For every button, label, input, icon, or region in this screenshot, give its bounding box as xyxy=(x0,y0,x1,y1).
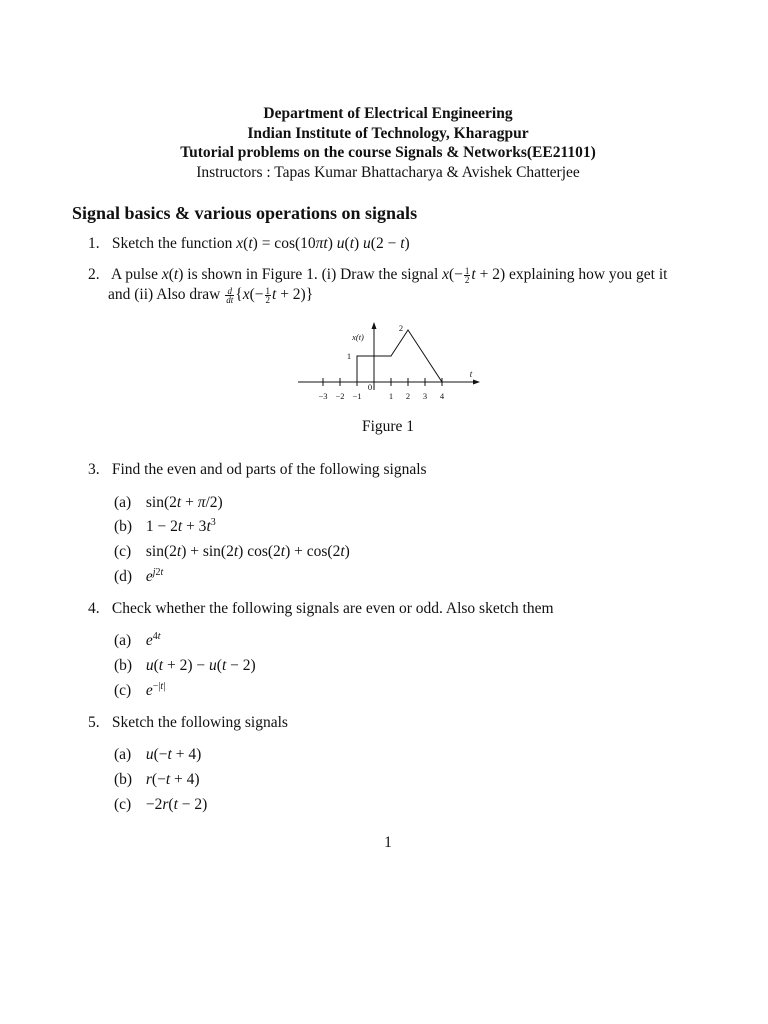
problem-number: 3. xyxy=(88,461,100,478)
item-label: (a) xyxy=(114,746,132,763)
item-label: (b) xyxy=(114,771,133,788)
figure-1-pulse-plot xyxy=(290,318,490,414)
tick-label: 3 xyxy=(422,391,428,401)
tick-label: 4 xyxy=(439,391,445,401)
problem-4 xyxy=(88,599,718,618)
item-label: (a) xyxy=(114,494,132,511)
problem-5-item-a xyxy=(114,745,201,764)
item-label: (c) xyxy=(114,796,132,813)
item-formula: $e^{j2t}$ xyxy=(145,566,164,585)
t-axis-arrowhead xyxy=(473,380,480,385)
tick-label: 1 xyxy=(388,391,394,401)
problem-text: A pulse xyxy=(111,266,158,283)
problem-number: 4. xyxy=(88,600,100,617)
problem-4-item-b xyxy=(114,656,256,675)
document-header xyxy=(0,104,768,182)
problem-5-item-c xyxy=(114,795,207,814)
problem-3-item-c xyxy=(114,542,350,561)
problem-3-item-a xyxy=(114,493,223,512)
problem-text: Sketch the function xyxy=(111,235,233,252)
item-label: (c) xyxy=(114,682,132,699)
problem-3-item-b xyxy=(114,517,216,536)
problem-text: is shown in Figure 1. (i) Draw the signal xyxy=(187,266,439,283)
problem-number: 1. xyxy=(88,235,100,252)
t-axis-label: t xyxy=(469,369,473,379)
pulse-signal-line xyxy=(357,330,442,382)
department-name: Department of Electrical Engineering xyxy=(263,105,513,122)
institute-name: Indian Institute of Technology, Kharagpur xyxy=(247,124,529,142)
problem-4-item-c xyxy=(114,681,165,700)
problem-5 xyxy=(88,713,718,732)
item-formula: sin(2t) + sin(2t) cos(2t) + cos(2t) xyxy=(145,543,350,560)
problem-number: 2. xyxy=(88,266,100,283)
problem-text: explaining how you get it xyxy=(509,266,668,283)
item-label: (d) xyxy=(114,568,133,585)
item-label: (b) xyxy=(114,657,133,674)
y-axis-label: x(t) xyxy=(352,332,364,342)
item-label: (b) xyxy=(114,518,133,535)
problem-3-item-d xyxy=(114,567,163,586)
problem-2-continuation xyxy=(108,285,313,304)
problem-number: 5. xyxy=(88,714,100,731)
instructors-line: Instructors : Tapas Kumar Bhattacharya & Avishek Chatterjee xyxy=(196,163,580,181)
shifted-signal-formula: x(− $\frac{1}{2}$ t + 2) xyxy=(442,265,506,285)
problem-1 xyxy=(88,234,718,253)
derivative-formula: $\frac{d}{dt}$ {x(− $\frac{1}{2}$ t + 2)} xyxy=(226,285,314,305)
problem-2 xyxy=(88,265,718,284)
problem-text: Sketch the following signals xyxy=(111,714,288,731)
item-formula: u(−t + 4) xyxy=(145,746,202,763)
problem-text: and (ii) Also draw xyxy=(108,286,221,303)
level-label-2: 2 xyxy=(398,323,404,333)
section-title: Signal basics & various operations on signals xyxy=(72,203,418,223)
tick-label: 2 xyxy=(405,391,411,401)
item-formula: $e^{4t}$ xyxy=(145,630,161,649)
problem-3 xyxy=(88,460,718,479)
item-formula: r(−t + 4) xyxy=(145,771,200,788)
origin-label: 0 xyxy=(367,382,373,392)
item-formula: $e^{-|t|}$ xyxy=(145,680,166,699)
problem-5-item-b xyxy=(114,770,200,789)
tick-label: −2 xyxy=(335,391,345,401)
tick-label: −3 xyxy=(318,391,328,401)
tick-label: −1 xyxy=(352,391,362,401)
x-axis-arrowhead xyxy=(372,322,377,329)
item-formula: −2r(t − 2) xyxy=(145,796,208,813)
item-formula: sin(2t + π/2) xyxy=(145,494,223,511)
problem-4-item-a xyxy=(114,631,161,650)
page-number: 1 xyxy=(384,834,392,851)
problem-text: Find the even and od parts of the following signals xyxy=(111,461,427,478)
figure-caption: Figure 1 xyxy=(361,418,415,435)
problem-1-formula: x(t) = cos(10πt) u(t) u(2 − t) xyxy=(236,235,410,252)
course-title: Tutorial problems on the course Signals & Networks(EE21101) xyxy=(180,144,596,161)
level-label-1: 1 xyxy=(346,351,352,361)
item-label: (c) xyxy=(114,543,132,560)
item-formula: $1 - 2t + 3t^3$ xyxy=(145,516,216,535)
pulse-symbol: x(t) xyxy=(161,266,184,283)
item-label: (a) xyxy=(114,632,132,649)
item-formula: u(t + 2) − u(t − 2) xyxy=(145,657,256,674)
problem-text: Check whether the following signals are even or odd. Also sketch them xyxy=(111,600,554,617)
